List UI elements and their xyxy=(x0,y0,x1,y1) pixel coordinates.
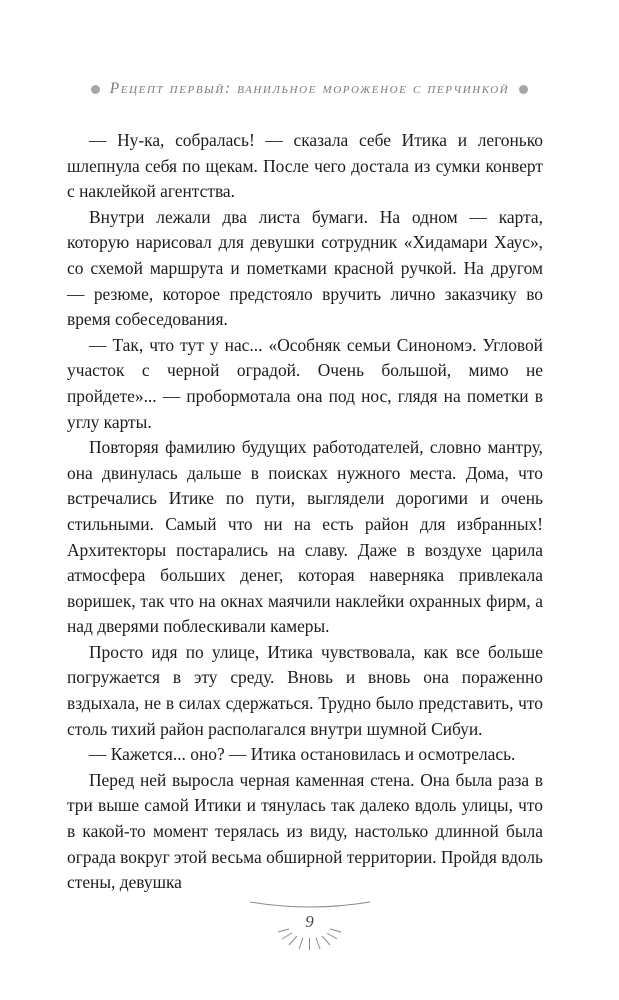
paragraph-7: Перед ней выросла черная каменная стена. Она была раза в три выше самой Итики и тянулась так далеко вдоль улицы, что в какой-то момент терялась из виду, настолько длинной была ограда вокруг этой весьма обширной территории. Пройдя вдоль стены, девушка xyxy=(67,769,543,893)
right-ornament-dot xyxy=(519,85,528,94)
running-head-title: Рецепт первый: ванильное мороженое с перчинкой xyxy=(109,80,510,97)
paragraph-4: Повторяя фамилию будущих работодателей, словно мантру, она двинулась дальше в поисках нужного места. Дома, что встречались Итике по пути, выглядели дорогими и очень стильными. Самый что ни на есть район для избранных! Архитекторы постарались на славу. Даже в воздухе царила атмосфера больших денег, которая наверняка привлекала воришек, так что на окнах маячили наклейки охранных фирм, а над дверями поблескивали камеры. xyxy=(67,437,543,637)
page-folio xyxy=(0,888,619,968)
paragraph-6: — Кажется... оно? — Итика остановилась и осмотрелась. xyxy=(89,744,516,765)
left-ornament-dot xyxy=(91,85,100,94)
body-text xyxy=(67,128,543,896)
paragraph-2: Внутри лежали два листа бумаги. На одном — карта, которую нарисовал для девушки сотрудник «Хидамари Хаус», со схемой маршрута и пометками красной ручкой. На другом — резюме, которое предстояло вручить лично заказчику во время собеседования. xyxy=(67,206,543,330)
page-number: 9 xyxy=(305,912,314,931)
paragraph-1: — Ну-ка, собралась! — сказала себе Итика и легонько шлепнула себя по щекам. После чего достала из сумки конверт с наклейкой агентства. xyxy=(67,130,543,202)
running-head xyxy=(0,76,619,102)
paragraph-3: — Так, что тут у нас... «Особняк семьи Синономэ. Угловой участок с черной оградой. Очень большой, мимо не пройдете»... — пробормотала она под нос, глядя на пометки в углу карты. xyxy=(67,334,543,432)
paragraph-5: Просто идя по улице, Итика чувствовала, как все больше погружается в эту среду. Вновь и вновь она пораженно вздыхала, не в силах сдержаться. Трудно было представить, что столь тихий район располагался внутри шумной Сибуи. xyxy=(67,641,543,739)
